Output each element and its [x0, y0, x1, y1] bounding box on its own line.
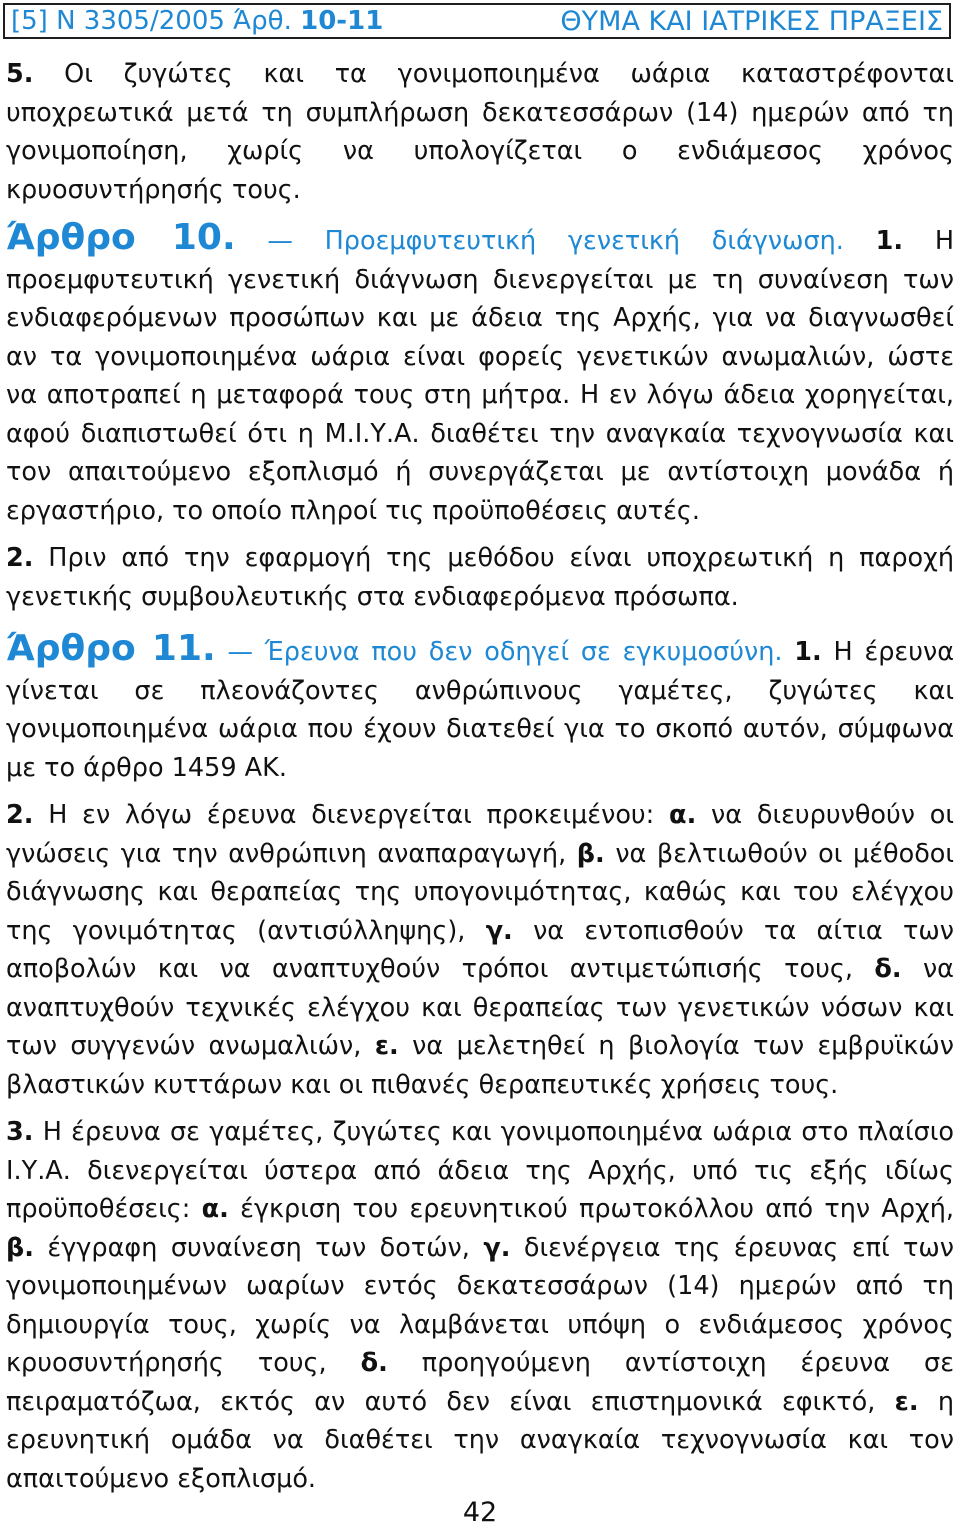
law-reference-prefix: [5] Ν 3305/2005 Άρθ.: [11, 6, 292, 36]
article-10-dash: —: [267, 226, 293, 256]
article-11-subtitle: Έρευνα που δεν οδηγεί σε εγκυμοσύνη.: [264, 637, 783, 667]
item-label: γ.: [483, 1232, 511, 1263]
paragraph-text: Οι ζυγώτες και τα γονιμοποιημένα ωάρια καταστρέφονται υποχρεωτικά μετά τη συμπλήρωση δεκατεσσάρων (14) ημερών από τη γονιμοποίηση, χωρίς να υπολογίζεται ο ενδιάμεσος χρόνος κρυοσυντήρησής τους.: [6, 59, 954, 205]
running-header: [3, 3, 951, 39]
item-label: δ.: [874, 954, 902, 984]
article-11: [6, 630, 954, 787]
item-text: έγγραφη συναίνεση των δοτών,: [47, 1232, 470, 1263]
item-label: α.: [201, 1194, 229, 1224]
item-label: δ.: [360, 1348, 388, 1378]
article-11-paragraph-3: [6, 1113, 954, 1498]
paragraph-number: 5.: [6, 59, 34, 89]
section-title: ΘΥΜΑ ΚΑΙ ΙΑΤΡΙΚΕΣ ΠΡΑΞΕΙΣ: [560, 5, 943, 37]
paragraph-intro: Η εν λόγω έρευνα διενεργείται προκειμένου:: [48, 800, 655, 830]
paragraph-number: 1.: [794, 637, 822, 667]
paragraph-5: [6, 55, 954, 209]
item-text: η ερευνητική ομάδα να διαθέτει την αναγκαία τεχνογνωσία και τον απαιτούμενο εξοπλισμό.: [6, 1386, 955, 1494]
article-11-dash: —: [227, 637, 253, 667]
item-label: β.: [6, 1232, 34, 1263]
item-text: προηγούμενη αντίστοιχη έρευνα σε πειραματόζωα, εκτός αν αυτό δεν είναι επιστημονικά εφικτό,: [6, 1348, 954, 1417]
item-label: γ.: [485, 915, 513, 946]
law-reference-articles: 10-11: [300, 6, 384, 36]
law-reference: [11, 6, 383, 36]
article-11-paragraph-2: [6, 796, 954, 1104]
item-text: να μελετηθεί η βιολογία των εμβρυϊκών βλαστικών κυττάρων και οι πιθανές θεραπευτικές χρήσεις τους.: [6, 1031, 955, 1100]
paragraph-text: Η προεμφυτευτική γενετική διάγνωση διενεργείται με τη συναίνεση των ενδιαφερόμενων προσώπων και με άδεια της Αρχής, για να διαγνωσθεί αν τα γονιμοποιημένα ωάρια είναι φορείς γενετικών ανωμαλιών, ώστε να αποτραπεί η μεταφορά τους στη μήτρα. Η εν λόγω άδεια χορηγείται, αφού διαπιστωθεί ότι η Μ.Ι.Υ.Α. διαθέτει την αναγκαία τεχνογνωσία και τον απαιτούμενο εξοπλισμό ή συνεργάζεται με αντίστοιχη μονάδα ή εργαστήριο, το οποίο πληροί τις προϋποθέσεις αυτές.: [6, 226, 954, 526]
item-label: β.: [576, 838, 605, 869]
article-10: [6, 219, 954, 530]
paragraph-text: Πριν από την εφαρμογή της μεθόδου είναι υποχρεωτική η παροχή γενετικής συμβουλευτικής στα ενδιαφερόμενα πρόσωπα.: [6, 543, 955, 612]
paragraph-number: 3.: [6, 1117, 34, 1147]
article-10-paragraph-2: [6, 539, 954, 616]
paragraph-number: 1.: [875, 226, 904, 256]
item-label: ε.: [374, 1031, 399, 1061]
article-10-title: Άρθρο 10.: [6, 217, 236, 258]
item-text: έγκριση του ερευνητικού πρωτοκόλλου από την Αρχή,: [240, 1194, 955, 1224]
paragraph-number: 2.: [6, 543, 34, 573]
item-text: διενέργεια της έρευνας επί των γονιμοποιημένων ωαρίων εντός δεκατεσσάρων (14) ημερών από τη δημιουργία τους, χωρίς να λαμβάνεται υπόψη ο ενδιάμεσος χρόνος κρυοσυντήρησής τους,: [6, 1232, 955, 1378]
item-text: να βελτιωθούν οι μέθοδοι διάγνωσης και θεραπείας της υπογονιμότητας, καθώς και του ελέγχου της γονιμότητας (αντισύλληψης),: [6, 838, 955, 946]
page-number: 42: [462, 1497, 498, 1528]
page-body: [6, 55, 954, 1507]
item-text: να διευρυνθούν οι γνώσεις για την ανθρώπινη αναπαραγωγή,: [6, 800, 955, 869]
item-text: να αναπτυχθούν τεχνικές ελέγχου και θεραπείας των γενετικών νόσων και των συγγενών ανωμαλιών,: [6, 954, 954, 1061]
paragraph-intro: Η έρευνα σε γαμέτες, ζυγώτες και γονιμοποιημένα ωάρια στο πλαίσιο Ι.Υ.Α. διενεργείται ύστερα από άδεια της Αρχής, υπό τις εξής ιδίως προϋποθέσεις:: [6, 1117, 954, 1224]
item-label: ε.: [894, 1386, 919, 1417]
item-label: α.: [669, 800, 697, 830]
paragraph-number: 2.: [6, 800, 34, 830]
article-10-subtitle: Προεμφυτευτική γενετική διάγνωση.: [324, 226, 844, 256]
article-11-title: Άρθρο 11.: [6, 628, 216, 669]
paragraph-text: Η έρευνα γίνεται σε πλεονάζοντες ανθρώπινους γαμέτες, ζυγώτες και γονιμοποιημένα ωάρια που έχουν διατεθεί για το σκοπό αυτόν, σύμφωνα με το άρθρο 1459 ΑΚ.: [6, 637, 955, 783]
item-text: να εντοπισθούν τα αίτια των αποβολών και να αναπτυχθούν τρόποι αντιμετώπισής τους,: [6, 915, 954, 984]
